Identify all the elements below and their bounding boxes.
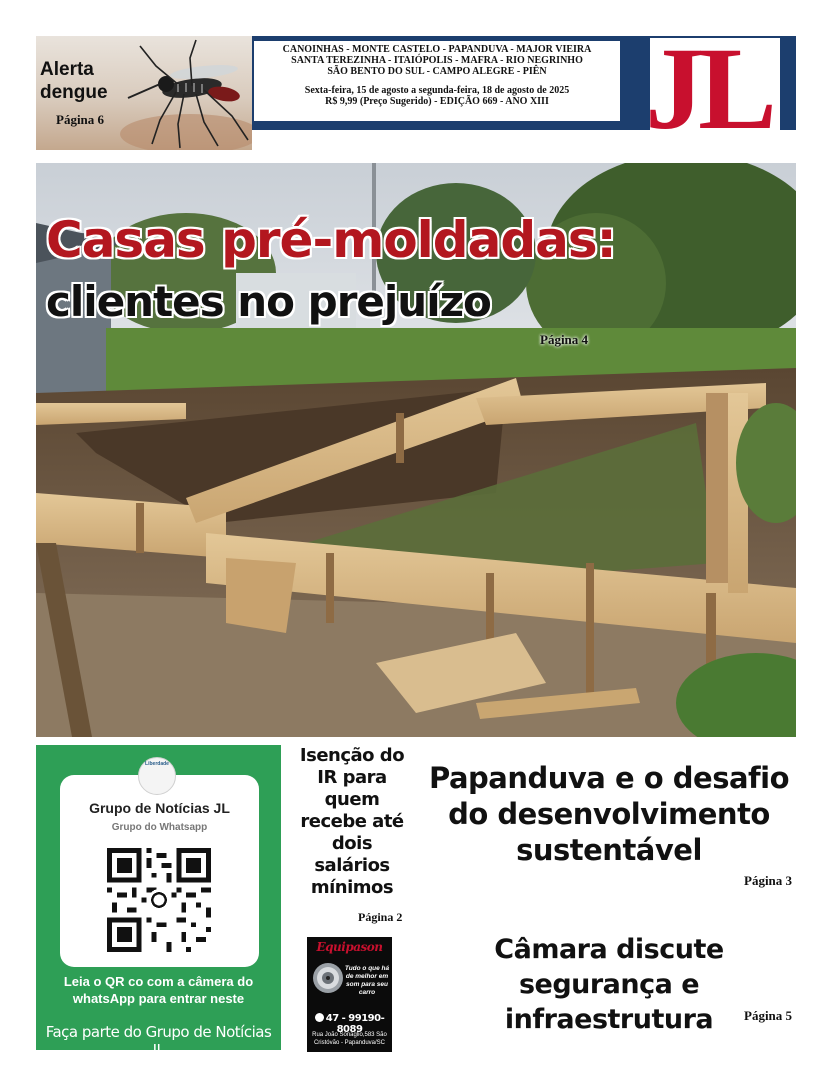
whatsapp-icon <box>315 1013 324 1022</box>
story-camara-page-ref: Página 5 <box>744 1008 793 1023</box>
hero-headline-secondary[interactable]: clientes no prejuízo <box>46 277 491 326</box>
story-papanduva-headline[interactable]: Papanduva e o desafio do desenvolvimento sustentável <box>428 761 789 867</box>
story-ir-page-ref: Página 2 <box>358 910 403 924</box>
speaker-disc-icon <box>311 961 345 995</box>
ad-phone-number: 47 - 99190-8089 <box>325 1013 385 1035</box>
price-edition: R$ 9,99 (Preço Sugerido) - EDIÇÃO 669 - ANO XIII <box>325 96 549 107</box>
mosquito-icon <box>120 36 252 150</box>
group-subtitle: Grupo do Whatsapp <box>111 822 208 833</box>
story-ir-exemption-headline[interactable]: Isenção do IR para quem recebe até dois salários mínimos <box>299 745 405 898</box>
story-camara-headline[interactable]: Câmara discute segurança e infraestrutura <box>494 934 724 1035</box>
group-join-cta[interactable]: Faça parte do Grupo de Notícias JL <box>45 1023 272 1059</box>
ad-brand: Equipason <box>316 940 383 954</box>
ad-tagline: Tudo o que há de melhor em som para seu carro <box>344 965 390 996</box>
logo-text: JL <box>645 30 771 154</box>
edition-date: Sexta-feira, 15 de agosto a segunda-feira, 18 de agosto de 2025 <box>304 85 570 96</box>
cities-line: CANOINHAS - MONTE CASTELO - PAPANDUVA - MAJOR VIEIRA <box>282 44 592 55</box>
dengue-headline[interactable]: Alerta dengue <box>40 59 108 103</box>
group-avatar-label: Liberdade <box>145 761 169 767</box>
cities-line: SÃO BENTO DO SUL - CAMPO ALEGRE - PIÊN <box>327 66 547 77</box>
dengue-page-ref: Página 6 <box>56 112 105 127</box>
qr-instructions: Leia o QR co com a câmera do whatsApp para entrar neste <box>63 974 254 1006</box>
hero-headline-primary[interactable]: Casas pré-moldadas: <box>46 211 616 269</box>
qr-code-icon[interactable] <box>107 848 211 952</box>
whatsapp-group-card[interactable] <box>36 745 281 1059</box>
group-title: Grupo de Notícias JL <box>89 800 230 816</box>
story-papanduva-page-ref: Página 3 <box>744 873 793 888</box>
dengue-promo-box[interactable] <box>36 36 252 150</box>
ad-address: Rua João Sonaglio,583 São Cristóvão - Papanduva/SC <box>312 1032 387 1046</box>
equipason-ad[interactable] <box>307 937 392 1052</box>
masthead-info-box <box>254 41 620 121</box>
hero-page-ref: Página 4 <box>540 332 589 347</box>
hero-photo[interactable] <box>36 163 796 737</box>
jl-logo[interactable] <box>628 30 788 154</box>
cities-line: SANTA TEREZINHA - ITAIÓPOLIS - MAFRA - RIO NEGRINHO <box>291 55 583 66</box>
